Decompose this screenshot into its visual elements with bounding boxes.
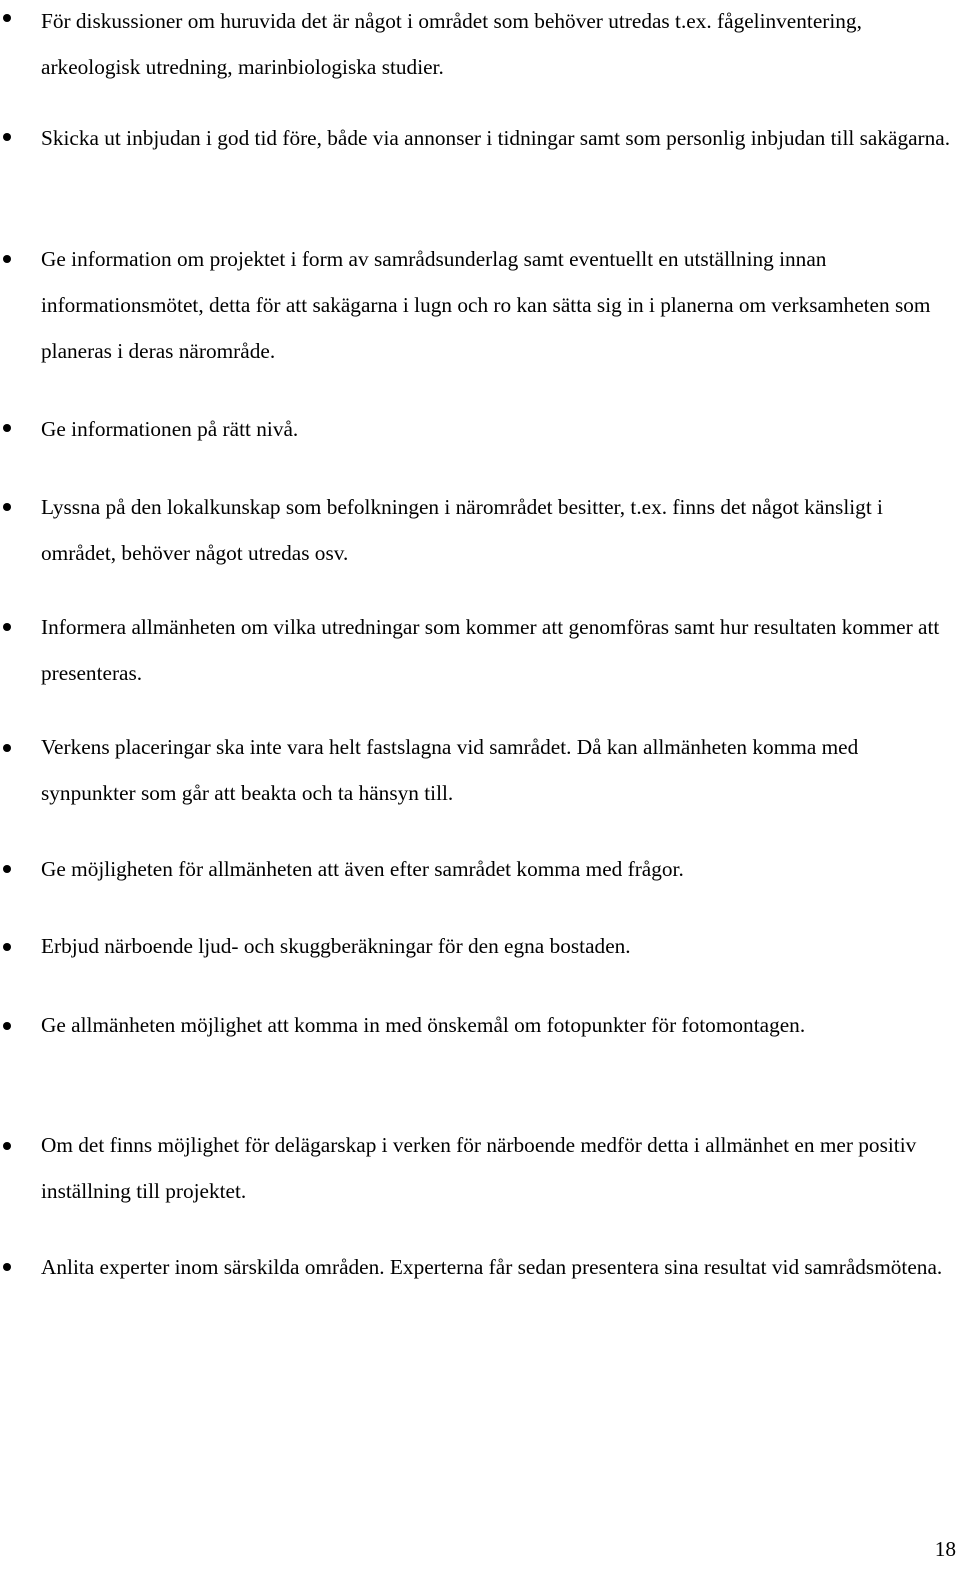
bullet-icon bbox=[3, 255, 11, 263]
bullet-icon bbox=[3, 865, 11, 873]
bullet-icon bbox=[3, 424, 11, 432]
list-item-text: Verkens placeringar ska inte vara helt fastslagna vid samrådet. Då kan allmänheten komma med synpunkter som går att beakta och ta hänsyn till. bbox=[41, 735, 859, 805]
bullet-icon bbox=[3, 623, 11, 631]
bullet-icon bbox=[3, 943, 11, 951]
bullet-icon bbox=[3, 14, 11, 22]
list-item-text: Ge allmänheten möjlighet att komma in med önskemål om fotopunkter för fotomontagen. bbox=[41, 1013, 806, 1037]
bullet-icon bbox=[3, 503, 11, 511]
bullet-icon bbox=[3, 744, 11, 752]
list-item-text: Erbjud närboende ljud- och skuggberäkningar för den egna bostaden. bbox=[41, 934, 631, 958]
bullet-icon bbox=[3, 1022, 11, 1030]
bullet-icon bbox=[3, 1142, 11, 1150]
list-item-text: Ge information om projektet i form av samrådsunderlag samt eventuellt en utställning innan informationsmötet, detta för att sakägarna i lugn och ro kan sätta sig in i planerna om verksamheten som planeras i deras närområde. bbox=[41, 247, 931, 363]
list-item-text: Lyssna på den lokalkunskap som befolkningen i närområdet besitter, t.ex. finns det något känsligt i området, behöver något utredas osv. bbox=[41, 495, 883, 565]
page-number: 18 bbox=[934, 1537, 956, 1561]
list-item-text: Ge möjligheten för allmänheten att även efter samrådet komma med frågor. bbox=[41, 857, 684, 881]
list-item-text: Om det finns möjlighet för delägarskap i verken för närboende medför detta i allmänhet en mer positiv inställning till projektet. bbox=[41, 1133, 917, 1203]
list-item-text: För diskussioner om huruvida det är något i området som behöver utredas t.ex. fågelinventering, arkeologisk utredning, marinbiologiska studier. bbox=[41, 9, 862, 79]
bullet-icon bbox=[3, 1263, 11, 1271]
list-item-text: Informera allmänheten om vilka utredningar som kommer att genomföras samt hur resultaten kommer att presenteras. bbox=[41, 615, 940, 685]
bullet-icon bbox=[3, 133, 11, 141]
list-item-text: Skicka ut inbjudan i god tid före, både via annonser i tidningar samt som personlig inbjudan till sakägarna. bbox=[41, 126, 951, 150]
list-item-text: Anlita experter inom särskilda områden. Experterna får sedan presentera sina resultat vid samrådsmötena. bbox=[41, 1255, 943, 1279]
list-item-text: Ge informationen på rätt nivå. bbox=[41, 417, 299, 441]
